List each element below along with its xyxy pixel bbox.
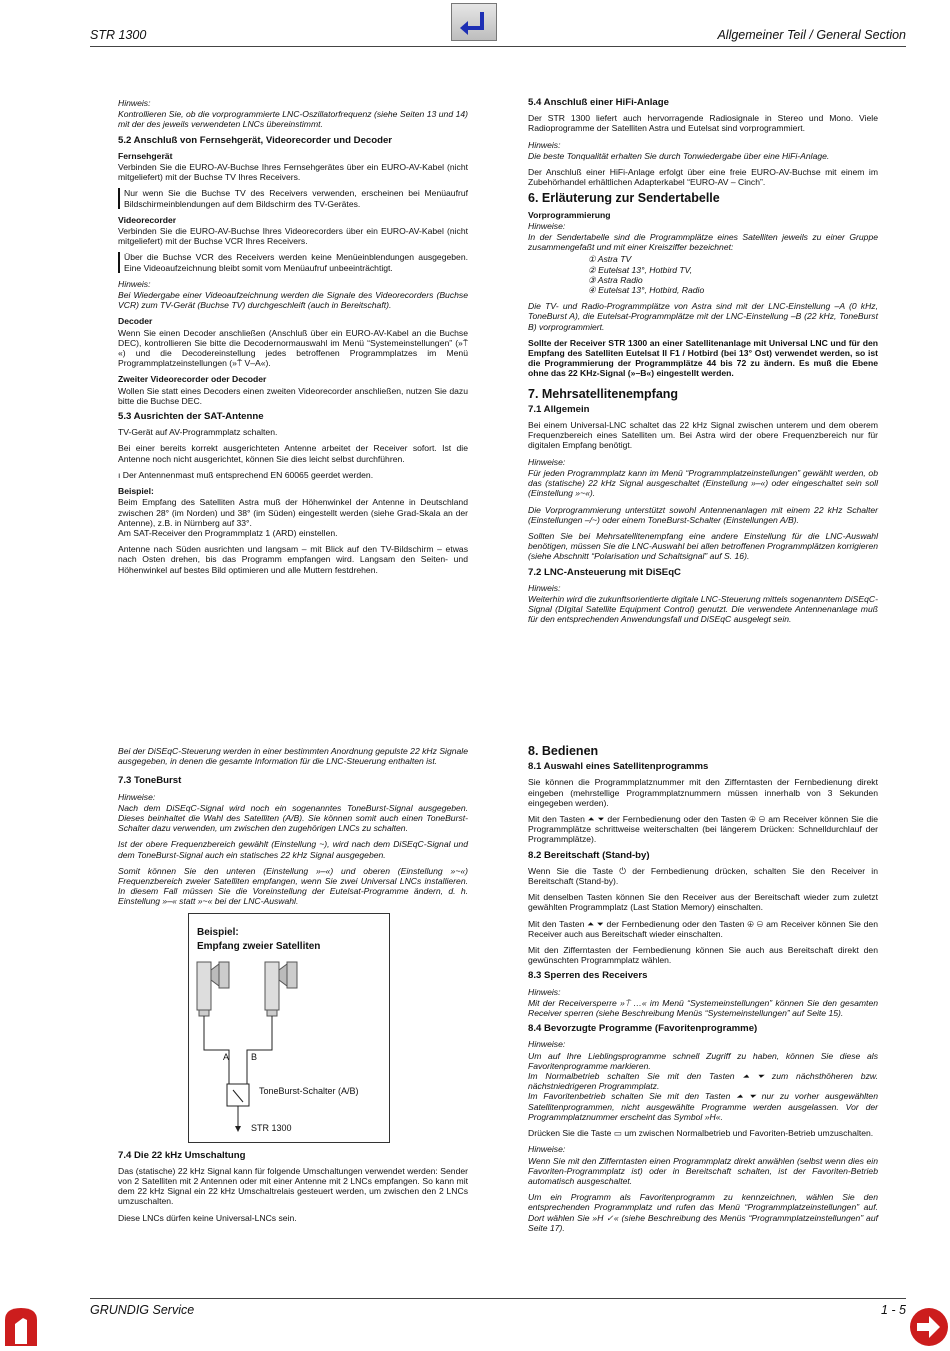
allgemein-hint-label: Hinweise: (528, 456, 566, 467)
bold-notice: Sollte der Receiver STR 1300 an einer Satellitenanlage mit Universal LNC und für den Empfang des Satelliten Eutelsat II F1 / Hotbird (bei 13° Ost) verwendet werden, so ist die Programmierung der Programmplätze 44 bis 72 zu ändern. Es muß die Ebene ohne das 22 KHz-Signal (»–B«) eingestellt werden. (528, 337, 878, 379)
favoriten-text-e: Wenn Sie mit den Zifferntasten einen Programmplatz direkt anwählen (selbst wenn dies ein Favoriten-Programmplatz ist) oder in Bereitschaft schalten, ist der Favoriten-Betrieb automatisch ausgeschaltet. (528, 1155, 878, 1186)
standby-text-a: Wenn Sie die Taste ⏻ der Fernbedienung drücken, schalten Sie den Receiver in Bereitschaft (Stand-by). (528, 865, 878, 887)
auswahl-text-b: Mit den Tasten ⏶ ⏷ der Fernbedienung oder den Tasten ⊕ ⊖ am Receiver können Sie die Programmplätze schrittweise weiterschalten (bei längerem Drücken: Schnelldurchlauf der Programmplätze). (528, 814, 878, 845)
section-7-1-heading: 7.1 Allgemein (528, 403, 590, 415)
umschaltung-text-2: Diese LNCs dürfen keine Universal-LNCs sein. (118, 1212, 297, 1223)
auswahl-text-a: Sie können die Programmplatznummer mit den Zifferntasten der Fernbedienung direkt eingeben (mehrstellige Programmplatznummern müssen innerhalb von 3 Sekunden eingegeben werden). (528, 777, 878, 808)
favoriten-text-c: Im Favoritenbetrieb schalten Sie mit den Tasten ⏶ ⏷ nur zu vorher ausgewählten Satellitenprogrammen, nicht ausgewählte Programme werden ausgelassen. Vor der Programmplatznummer erscheint das Symbol »H«. (528, 1091, 878, 1122)
hint2-label: Hinweis: (118, 278, 151, 289)
umschaltung-text: Das (statische) 22 kHz Signal kann für folgende Umschaltungen verwendet werden: Sender von 2 Satelliten mit 2 Antennen oder mit einer Antenne mit 2 LNCs empfangen. So kann mit dem 22 kHz Signal ein 22 kHz Umschaltrelais gesteuert werden, um zwischen den 2 LNCs umzuschalten. (118, 1165, 468, 1207)
next-page-button[interactable] (907, 1306, 949, 1346)
allgemein-hint-c: Sollten Sie bei Mehrsatellitenempfang eine andere Einstellung für die LNC-Auswahl benötigen, müssen Sie die LNC-Auswahl bei allen betroffenen Programmplätzen korrigieren (siehe Abschnitt “Polarisation und Schaltsignal” auf S. 16). (528, 530, 878, 562)
lower-left-column (118, 746, 468, 1229)
header-model: STR 1300 (90, 28, 147, 42)
lnc-text: Die TV- und Radio-Programmplätze von Astra sind mit der LNC-Einstellung –A (0 kHz, ToneBurst A), die Eutelsat-Programmplätze mit der LNC-Einstellung –B (22 kHz, ToneBurst B) vorprogrammiert. (528, 301, 878, 332)
sat-text-3: ı Der Antennenmast muß entsprechend EN 60065 geerdet werden. (118, 469, 374, 480)
section-8-3-heading: 8.3 Sperren des Receivers (528, 970, 648, 982)
section-7-heading: 7. Mehrsatellitenempfang (528, 386, 679, 401)
favoriten-text-f: Um ein Programm als Favoritenprogramm zu kennzeichnen, wählen Sie den entsprechenden Programmplatz und rufen das Menü “Programmplatzeinstellungen” auf. Dort wählen Sie »H ✓« (siehe Beschreibung des Menüs “Programmplatzeinstellungen” auf Seite 17). (528, 1192, 878, 1233)
vcr2-subheading: Zweiter Videorecorder oder Decoder (118, 374, 267, 385)
favoriten-hint2-label: Hinweise: (528, 1144, 566, 1155)
lnc-a-icon (197, 962, 229, 1016)
decoder-text: Wenn Sie einen Decoder anschließen (Anschluß über ein EURO-AV-Kabel an die Buchse DEC), kontrollieren Sie bitte die Decodernormauswahl im Menü “Systemeinstellungen” (»⍑ «) und die Decodereinstellung jedes betroffenen Programmplatzes im Menü Programmplatzeinstellungen (»⍑ V–A«). (118, 327, 468, 369)
toneburst-switch-icon (227, 1084, 249, 1106)
figure-label-b: B (251, 1051, 258, 1062)
diseqc-hint-text: Weiterhin wird die zukunftsorientierte digitale LNC-Steuerung mittels sogenanntem DiSEqC-Signal (DIgital Satellite Equipment Control) genutzt. Die verwendete Antennenanlage muß für den entsprechenden Anwendungsfall und DiSEqC ausgelegt sein. (528, 593, 878, 625)
toneburst-text-c: Somit können Sie den unteren (Einstellung »–«) und oberen (Einstellung »~«) Frequenzbereich zweier Satelliten empfangen, wenn Sie zwei Universal LNCs installieren. In diesem Fall müssen Sie die Voreinstellung der Eutelsat-Programme ändern, d. h. Einstellung »–« statt »~« bei der LNC-Auswahl. (118, 865, 468, 907)
toneburst-hint-label: Hinweise: (118, 791, 156, 802)
section-7-3-heading: 7.3 ToneBurst (118, 775, 182, 787)
section-8-1-heading: 8.1 Auswahl eines Satellitenprogramms (528, 761, 709, 773)
section-6-heading: 6. Erläuterung zur Sendertabelle (528, 191, 720, 206)
hifi-text-2: Der Anschluß einer HiFi-Anlage erfolgt über eine freie EURO-AV-Buchse mit einem im Zubehörhandel erhältlichen Adapterkabel “EURO-AV – Cinch”. (528, 167, 878, 188)
hifi-hint-label: Hinweis: (528, 139, 561, 150)
decoder-subheading: Decoder (118, 316, 153, 327)
hint-text: Kontrollieren Sie, ob die vorprogrammierte LNC-Oszillatorfrequenz (siehe Seiten 13 und 14) mit der des jeweils verwendeten LNCs übereinstimmt. (118, 109, 468, 130)
figure-title-2: Empfang zweier Satelliten (197, 940, 321, 952)
group-item: ② Eutelsat 13°, Hotbird TV, (588, 264, 693, 275)
allgemein-hint-b: Die Vorprogrammierung unterstützt sowohl Antennenanlagen mit einem 22 kHz Schalter (Einstellungen –/~) oder einem ToneBurst-Schalter (Einstellungen A/B). (528, 504, 878, 525)
example-text: Beim Empfang des Satelliten Astra muß der Höhenwinkel der Antenne in Deutschland zwischen 28° (im Norden) und 38° (im Süden) eingestellt werden (siehe Grad-Skala an der Antenne), z.B. in Nürnberg auf 33°. (118, 497, 468, 528)
group-item: ④ Eutelsat 13°, Hotbird, Radio (588, 285, 705, 296)
lnc-b-icon (265, 962, 297, 1016)
group-item: ① Astra TV (588, 254, 632, 265)
figure-receiver-label: STR 1300 (251, 1122, 292, 1133)
tv-subheading: Fernsehgerät (118, 150, 173, 161)
toneburst-text-b: Ist der obere Frequenzbereich gewählt (Einstellung ~), wird nach dem DiSEqC-Signal und dem ToneBurst-Signal auch ein statisches 22 kHz Signal ausgegeben. (118, 839, 468, 860)
page-back-icon (3, 1306, 39, 1346)
hint-label: Hinweis: (118, 98, 151, 108)
section-7-4-heading: 7.4 Die 22 kHz Umschaltung (118, 1149, 246, 1161)
allgemein-hint-a: Für jeden Programmplatz kann im Menü “Programmplatzeinstellungen” gewählt werden, ob das (statische) 22 kHz Signal ausgeschaltet (Einstellung »–«) oder eingeschaltet sein soll (Einstellung »~«). (528, 467, 878, 499)
section-5-3-heading: 5.3 Ausrichten der SAT-Antenne (118, 411, 264, 423)
diseqc-hint-label: Hinweis: (528, 582, 561, 593)
page-number: 1 - 5 (880, 1303, 906, 1317)
section-5-4-heading: 5.4 Anschluß einer HiFi-Anlage (528, 97, 669, 108)
figure-switch-label: ToneBurst-Schalter (A/B) (259, 1085, 359, 1096)
figure-label-a: A (223, 1051, 230, 1062)
upper-right-column (528, 98, 878, 631)
back-button[interactable] (451, 3, 497, 41)
upper-left-column (118, 98, 468, 581)
standby-text-d: Mit den Zifferntasten der Fernbedienung können Sie auch aus Bereitschaft direkt den gewünschten Programmplatz wählen. (528, 945, 878, 966)
header-section: Allgemeiner Teil / General Section (717, 28, 906, 42)
favoriten-text-a: Um auf Ihre Lieblingsprogramme schnell Zugriff zu haben, können Sie diese als Favoritenprogramme markieren. (528, 1050, 878, 1071)
footer-rule (90, 1298, 906, 1299)
two-satellite-figure (188, 913, 390, 1143)
example-label: Beispiel: (118, 486, 154, 497)
section-7-2-heading: 7.2 LNC-Ansteuerung mit DiSEqC (528, 566, 681, 578)
tv-text: Verbinden Sie die EURO-AV-Buchse Ihres Fernsehgerätes über ein EURO-AV-Kabel (nicht mitgeliefert) mit der Buchse TV Ihres Receivers. (118, 162, 468, 183)
table-hint-text: In der Sendertabelle sind die Programmplätze eines Satelliten jeweils zu einer Gruppe zusammengefaßt und mit einer Kreisziffer bezeichnet: (528, 232, 878, 253)
section-5-2-heading: 5.2 Anschluß von Fernsehgerät, Videorecorder und Decoder (118, 134, 393, 146)
standby-text-b: Mit denselben Tasten können Sie den Receiver aus der Bereitschaft wieder zum zuletzt gewählten Programmplatz (Last Station Memory) einschalten. (528, 892, 878, 913)
section-8-2-heading: 8.2 Bereitschaft (Stand-by) (528, 849, 650, 861)
favoriten-text-b: Im Normalbetrieb schalten Sie mit den Tasten ⏶ ⏷ zum nächsthöheren bzw. nächstniedrigeren Programmplatz. (528, 1071, 878, 1092)
group-item: ③ Astra Radio (588, 274, 643, 285)
vcr-subheading: Videorecorder (118, 214, 177, 225)
sperre-text: Mit der Receiversperre »⍑ …« im Menü “Systemeinstellungen” können Sie den gesamten Receiver sperren (siehe Beschreibung Menüs “Systemeinstellungen” auf Seite 15). (528, 997, 878, 1019)
allgemein-text: Bei einem Universal-LNC schaltet das 22 kHz Signal zwischen unterem und dem oberem Frequenzbereich eines Satelliten um. Bei Astra wird der obere Frequenzbereich nur für digitalen Empfang benötigt. (528, 420, 878, 451)
lower-right-column (528, 746, 878, 1239)
header-rule (90, 46, 906, 47)
tv-note: Nur wenn Sie die Buchse TV des Receivers verwenden, erscheinen bei Menüaufruf Bildschirmeinblendungen auf dem Bildschirm des TV-Gerätes. (118, 188, 468, 208)
favoriten-text-d: Drücken Sie die Taste ▭ um zwischen Normalbetrieb und Favoriten-Betrieb umzuschalten. (528, 1128, 874, 1139)
favoriten-hint-label: Hinweise: (528, 1039, 566, 1050)
page-back-button[interactable] (3, 1306, 39, 1346)
next-page-icon (907, 1306, 949, 1346)
figure-diagram (189, 914, 389, 1142)
standby-text-c: Mit den Tasten ⏶ ⏷ der Fernbedienung oder den Tasten ⊕ ⊖ am Receiver können Sie den Receiver auch aus Bereitschaft wieder einschalten. (528, 918, 878, 939)
example-text-2: Am SAT-Receiver den Programmplatz 1 (ARD) einstellen. (118, 527, 338, 538)
section-8-heading: 8. Bedienen (528, 744, 599, 758)
hifi-text: Der STR 1300 liefert auch hervorragende Radiosignale in Stereo und Mono. Viele Radioprogramme der Satelliten Astra und Eutelsat sind vorprogrammiert. (528, 113, 878, 134)
vcr-note: Über die Buchse VCR des Receivers werden keine Menüeinblendungen ausgegeben. Eine Videoaufzeichnung bleibt somit vom Menüaufruf unbeeinträchtigt. (118, 252, 468, 272)
vcr-text: Verbinden Sie die EURO-AV-Buchse Ihres Videorecorders über ein EURO-AV-Kabel (nicht mitgeliefert) mit der Buchse VCR Ihres Receivers. (118, 226, 468, 247)
satellite-group-list (528, 254, 878, 295)
hifi-hint-text: Die beste Tonqualität erhalten Sie durch Tonwiedergabe über eine HiFi-Anlage. (528, 150, 830, 161)
back-arrow-icon (452, 4, 496, 40)
footer-brand: GRUNDIG Service (90, 1303, 195, 1317)
sat-text-1: TV-Gerät auf AV-Programmplatz schalten. (118, 427, 278, 438)
section-8-4-heading: 8.4 Bevorzugte Programme (Favoritenprogramme) (528, 1023, 758, 1035)
figure-title-1: Beispiel: (197, 926, 239, 938)
toneburst-text-a: Nach dem DiSEqC-Signal wird noch ein sogenanntes ToneBurst-Signal ausgegeben. Dieses beinhaltet die Wahl des Satelliten (A/B). Sie können somit auch einen ToneBurst-Schalter dazu verwenden, um zwischen den zugehörigen LNCs zu schalten. (118, 802, 468, 834)
hint2-text: Bei Wiedergabe einer Videoaufzeichnung werden die Signale des Videorecorders (Buchse VCR) zum TV-Gerät (Buchse TV) durchgeschleift (auch in Bereitschaft). (118, 290, 468, 311)
vcr2-text: Wollen Sie statt eines Decoders einen zweiten Videorecorder anschließen, nutzen Sie dazu bitte die Buchse DEC. (118, 385, 468, 406)
sat-text-2: Bei einer bereits korrekt ausgerichteten Antenne arbeitet der Receiver sofort. Ist die Antenne noch nicht ausgerichtet, können Sie dies leicht selbst durchführen. (118, 443, 468, 464)
vorprogrammierung-subheading: Vorprogrammierung (528, 209, 611, 220)
example-text-3: Antenne nach Süden ausrichten und langsam – mit Blick auf den TV-Bildschirm – etwas nach Osten drehen, bis das Programm empfangen wird. Langsam den Seiten- und Höhenwinkel auf bestes Bild optimieren und alle Muttern festdrehen. (118, 544, 468, 575)
table-hint-label: Hinweise: (528, 220, 566, 231)
diseqc-text: Bei der DiSEqC-Steuerung werden in einer bestimmten Anordnung gepulste 22 kHz Signale ausgegeben, in denen die gesamte Information für die LNC-Steuerung enthalten ist. (118, 746, 468, 767)
sperre-hint-label: Hinweis: (528, 986, 561, 997)
